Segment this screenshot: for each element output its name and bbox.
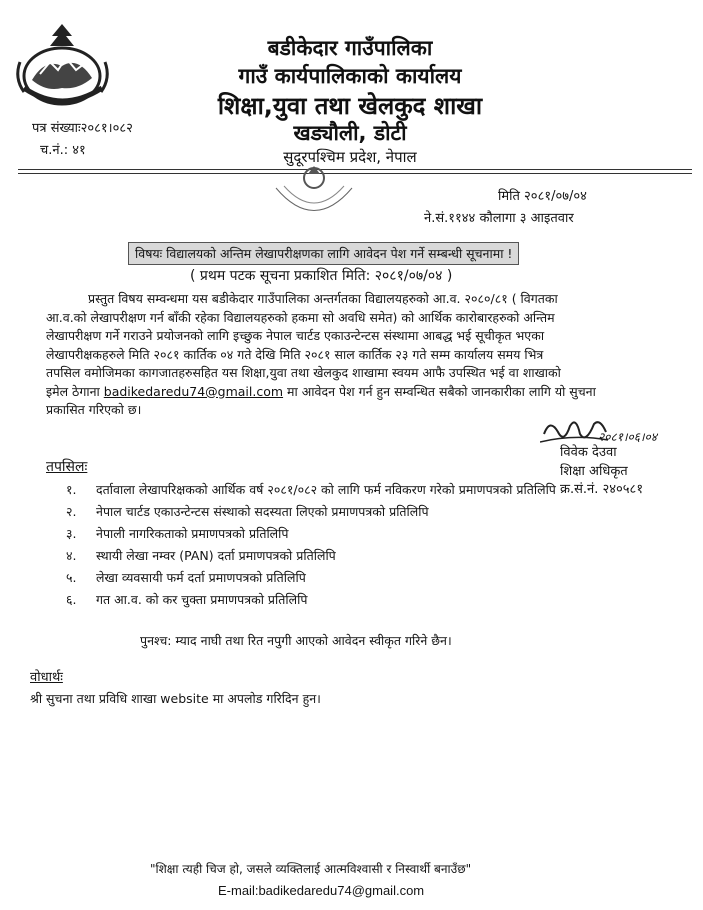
notice-body (46, 290, 686, 420)
body-line-7: प्रकासित गरिएको छ। (46, 402, 142, 417)
email-label: इमेल ठेगाना (46, 383, 100, 399)
nepal-emblem (10, 18, 115, 118)
subject-line: विषयः विद्यालयको अन्तिम लेखापरीक्षणका लागि आवेदन पेश गर्ने सम्बन्धी सूचनामा ! (128, 242, 519, 265)
dispatch-number: च.नं.: ४१ (40, 143, 86, 158)
bodhartha-text: श्री सुचना तथा प्रविधि शाखा website मा अपलोड गरिदिन हुन। (30, 691, 321, 706)
body-line-2: आ.व.को लेखापरीक्षण गर्न बाँकी रहेका विद्यालयहरुको हकमा सो अवधि समेत) को आर्थिक कारोबारहरुको अन्तिम (46, 309, 555, 325)
body-line-3: लेखापरीक्षण गर्ने गराउने प्रयोजनको लागि इच्छुक नेपाल चार्टड एकाउन्टेन्टस संस्थामा आबद्ध भई सूचीकृत भएका (46, 328, 545, 343)
province-line: सुदूरपश्चिम प्रदेश, नेपाल (283, 148, 417, 166)
first-published-date: ( प्रथम पटक सूचना प्रकाशित मिति: २०८१/०७/०४ ) (190, 268, 453, 284)
tapasil-heading: तपसिलः (46, 459, 88, 475)
email-link[interactable]: badikedaredu74@gmail.com (103, 383, 284, 399)
body-line-5: तपसिल वमोजिमका कागजातहरुसहित यस शिक्षा,युवा तथा खेलकुद शाखामा स्वयम आफै उपस्थित भई वा शाखाको (46, 365, 561, 380)
tapasil-item: १. दर्तावाला लेखापरिक्षकको आर्थिक वर्ष २०८१/०८२ को लागि फर्म नविकरण गरेको प्रमाणपत्रको प्रतिलिपि (66, 482, 556, 497)
body-line-4: लेखापरीक्षकहरुले मिति २०८१ कार्तिक ०४ गते देखि मिति २०८१ साल कार्तिक २३ गते सम्म कार्यालय समय भित्र (46, 346, 544, 362)
body-line-6 (46, 383, 686, 402)
tapasil-item: ३. नेपाली नागरिकताको प्रमाणपत्रको प्रतिलिपि (66, 526, 289, 541)
signatory-id: क्र.सं.नं. २४०५८१ (560, 482, 644, 497)
tapasil-item: ५. लेखा व्यवसायी फर्म दर्ता प्रमाणपत्रको प्रतिलिपि (66, 570, 306, 585)
signatory-name: विवेक देउवा (560, 445, 617, 460)
office-subtitle: गाउँ कार्यपालिकाको कार्यालय (238, 64, 462, 88)
tapasil-item: २. नेपाल चार्टड एकाउन्टेन्टस संस्थाको सदस्यता लिएको प्रमाणपत्रको प्रतिलिपि (66, 504, 429, 519)
signatory-title: शिक्षा अधिकृत (560, 464, 628, 479)
letter-number: पत्र संख्याः२०८१।०८२ (32, 121, 133, 136)
nepal-sambat-date: ने.सं.११४४ कौलागा ३ आइतवार (424, 211, 574, 226)
postscript-note: पुनश्च: म्याद नाघी तथा रित नपुगी आएको आवेदन स्वीकृत गरिने छैन। (140, 633, 452, 648)
footer-email: E-mail:badikedaredu74@gmail.com (218, 883, 425, 898)
tapasil-item: ४. स्थायी लेखा नम्वर (PAN) दर्ता प्रमाणपत्रको प्रतिलिपि (66, 548, 336, 563)
body-line-1: प्रस्तुत विषय सम्वन्धमा यस बडीकेदार गाउँपालिका अन्तर्गतका विद्यालयहरुको आ.व. २०८०/८१ ( विगतका (88, 291, 558, 306)
office-name: बडीकेदार गाउँपालिका (267, 36, 433, 60)
issue-date: मिति २०८१/०७/०४ (498, 189, 587, 204)
tapasil-item: ६. गत आ.व. को कर चुक्ता प्रमाणपत्रको प्रतिलिपि (66, 592, 308, 607)
tapasil-list (66, 481, 666, 613)
footer-motto: "शिक्षा त्यही चिज हो, जसले व्यक्तिलाई आत्मविश्वासी र निस्वार्थी बनाउँछ" (150, 862, 472, 876)
email-suffix: मा आवेदन पेश गर्न हुन सम्वन्धित सबैको जानकारीका लागि यो सुचना (287, 383, 596, 399)
signature-date: २०८१।०६।०४ (598, 430, 658, 444)
bodhartha-heading: वोधार्थः (30, 670, 63, 685)
office-location: खड्यौली, डोटी (293, 121, 407, 145)
section-name: शिक्षा,युवा तथा खेलकुद शाखा (217, 92, 483, 120)
office-stamp (268, 148, 360, 228)
